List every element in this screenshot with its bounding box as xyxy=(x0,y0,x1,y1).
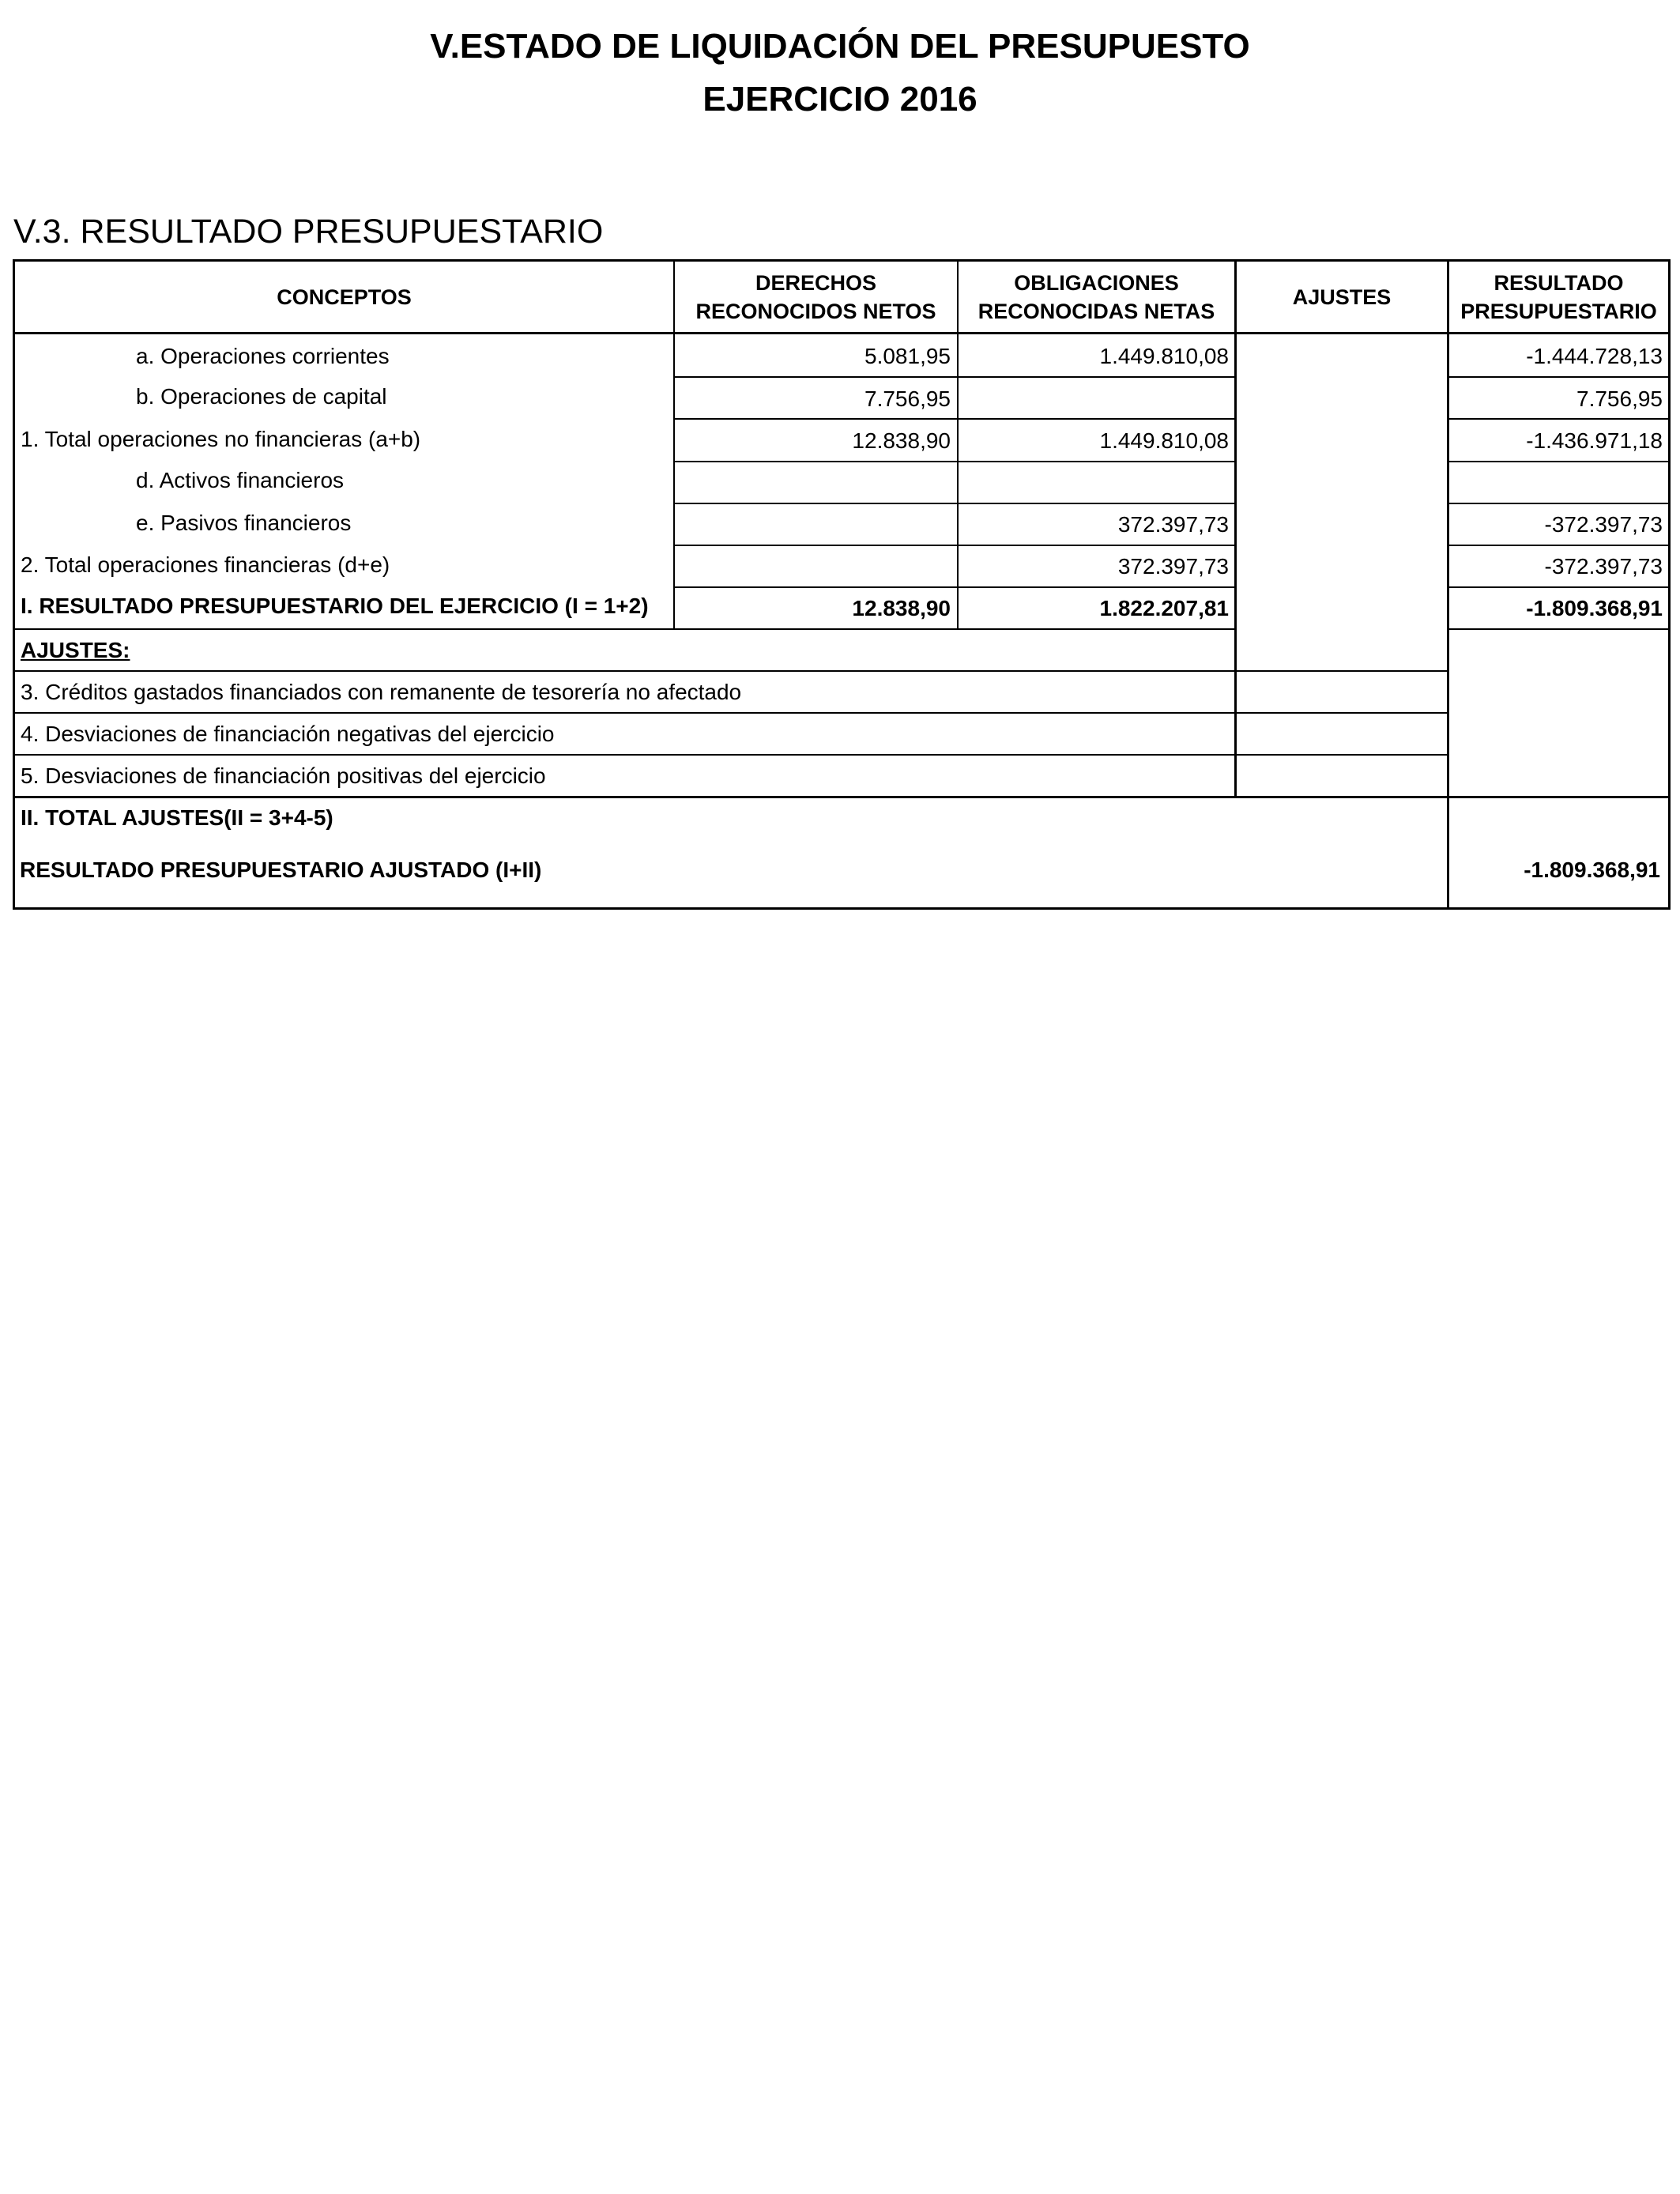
row-concept: 5. Desviaciones de financiación positivas del ejercicio xyxy=(21,763,546,788)
section-title: V.3. RESULTADO PRESUPUESTARIO xyxy=(13,213,604,251)
row-concept: b. Operaciones de capital xyxy=(136,384,387,409)
row-resultado: -372.397,73 xyxy=(1544,512,1663,537)
row-concept: II. TOTAL AJUSTES(II = 3+4-5) xyxy=(21,805,333,830)
row-derechos: 12.838,90 xyxy=(852,596,951,620)
row-derechos: 7.756,95 xyxy=(864,386,951,411)
budget-result-table xyxy=(13,259,1671,910)
row-concept: 1. Total operaciones no financieras (a+b) xyxy=(21,427,421,451)
row-concept: 2. Total operaciones financieras (d+e) xyxy=(21,552,390,577)
header-conceptos: CONCEPTOS xyxy=(277,285,412,309)
row-derechos: 12.838,90 xyxy=(852,428,951,453)
row-concept: 3. Créditos gastados financiados con remanente de tesorería no afectado xyxy=(21,680,742,704)
document-subtitle-year: EJERCICIO 2016 xyxy=(703,80,977,119)
final-row-resultado: -1.809.368,91 xyxy=(1524,858,1660,882)
row-obligaciones: 372.397,73 xyxy=(1117,554,1229,579)
row-derechos: 5.081,95 xyxy=(864,344,951,368)
row-resultado: 7.756,95 xyxy=(1576,386,1663,411)
row-resultado: -1.809.368,91 xyxy=(1526,596,1663,620)
ajustes-heading: AJUSTES: xyxy=(21,638,130,662)
row-concept: 4. Desviaciones de financiación negativas del ejercicio xyxy=(21,722,555,746)
row-obligaciones: 1.822.207,81 xyxy=(1099,596,1229,620)
header-resultado: RESULTADO PRESUPUESTARIO xyxy=(1460,271,1657,323)
row-resultado: -1.444.728,13 xyxy=(1526,344,1663,368)
row-obligaciones: 1.449.810,08 xyxy=(1099,428,1229,453)
header-ajustes: AJUSTES xyxy=(1292,285,1392,309)
header-obligaciones: OBLIGACIONES RECONOCIDAS NETAS xyxy=(977,271,1215,323)
row-concept: I. RESULTADO PRESUPUESTARIO DEL EJERCICIO (I = 1+2) xyxy=(21,594,649,618)
row-obligaciones: 1.449.810,08 xyxy=(1099,344,1229,368)
row-concept: e. Pasivos financieros xyxy=(136,511,352,535)
row-resultado: -372.397,73 xyxy=(1544,554,1663,579)
final-row-concept: RESULTADO PRESUPUESTARIO AJUSTADO (I+II) xyxy=(20,858,542,882)
header-derechos: DERECHOS RECONOCIDOS NETOS xyxy=(695,271,936,323)
row-resultado: -1.436.971,18 xyxy=(1526,428,1663,453)
row-concept: d. Activos financieros xyxy=(136,468,345,492)
document-title: V.ESTADO DE LIQUIDACIÓN DEL PRESUPUESTO xyxy=(430,27,1250,66)
row-concept: a. Operaciones corrientes xyxy=(136,344,390,368)
row-obligaciones: 372.397,73 xyxy=(1117,512,1229,537)
